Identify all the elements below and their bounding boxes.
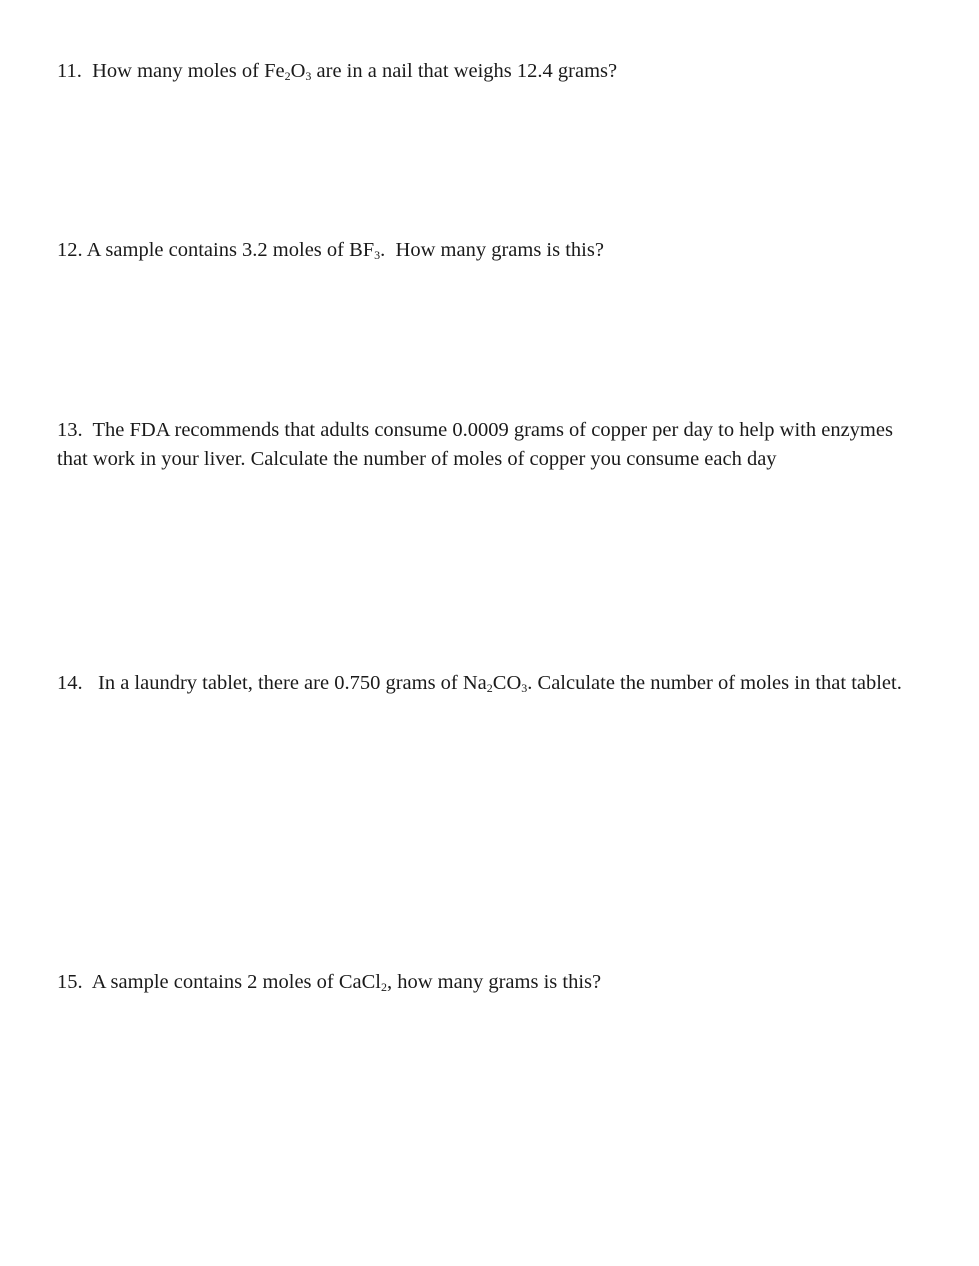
subscript: 3 xyxy=(374,248,381,262)
question-text: O xyxy=(290,60,306,82)
question-12 xyxy=(57,236,917,265)
question-text: . How many grams is this? xyxy=(380,239,604,261)
subscript: 2 xyxy=(381,980,387,994)
subscript: 3 xyxy=(521,681,528,695)
question-number: 12. xyxy=(57,239,83,261)
question-14 xyxy=(57,669,917,698)
question-number: 14. xyxy=(57,672,83,694)
question-11 xyxy=(57,57,917,86)
question-text: . Calculate the number of moles in that tablet. xyxy=(527,672,902,694)
question-13 xyxy=(57,416,917,474)
question-number: 13. xyxy=(57,419,83,441)
question-text: A sample contains 3.2 moles of BF xyxy=(82,239,375,261)
subscript: 2 xyxy=(284,69,291,83)
question-text: A sample contains 2 moles of CaCl xyxy=(82,971,381,993)
question-number: 15. xyxy=(57,971,83,993)
subscript: 2 xyxy=(486,681,493,695)
question-text: , how many grams is this? xyxy=(387,971,602,993)
question-text: are in a nail that weighs 12.4 grams? xyxy=(311,60,618,82)
question-number: 11. xyxy=(57,60,82,82)
subscript: 3 xyxy=(305,69,312,83)
question-text: In a laundry tablet, there are 0.750 grams of Na xyxy=(82,672,487,694)
question-text: CO xyxy=(492,672,522,694)
question-text: The FDA recommends that adults consume 0.0009 grams of copper per day to help with enzymes that work in your liver. Calculate the number of moles of copper you consume each day xyxy=(57,419,899,470)
question-15 xyxy=(57,968,917,997)
question-text: How many moles of Fe xyxy=(81,60,285,82)
